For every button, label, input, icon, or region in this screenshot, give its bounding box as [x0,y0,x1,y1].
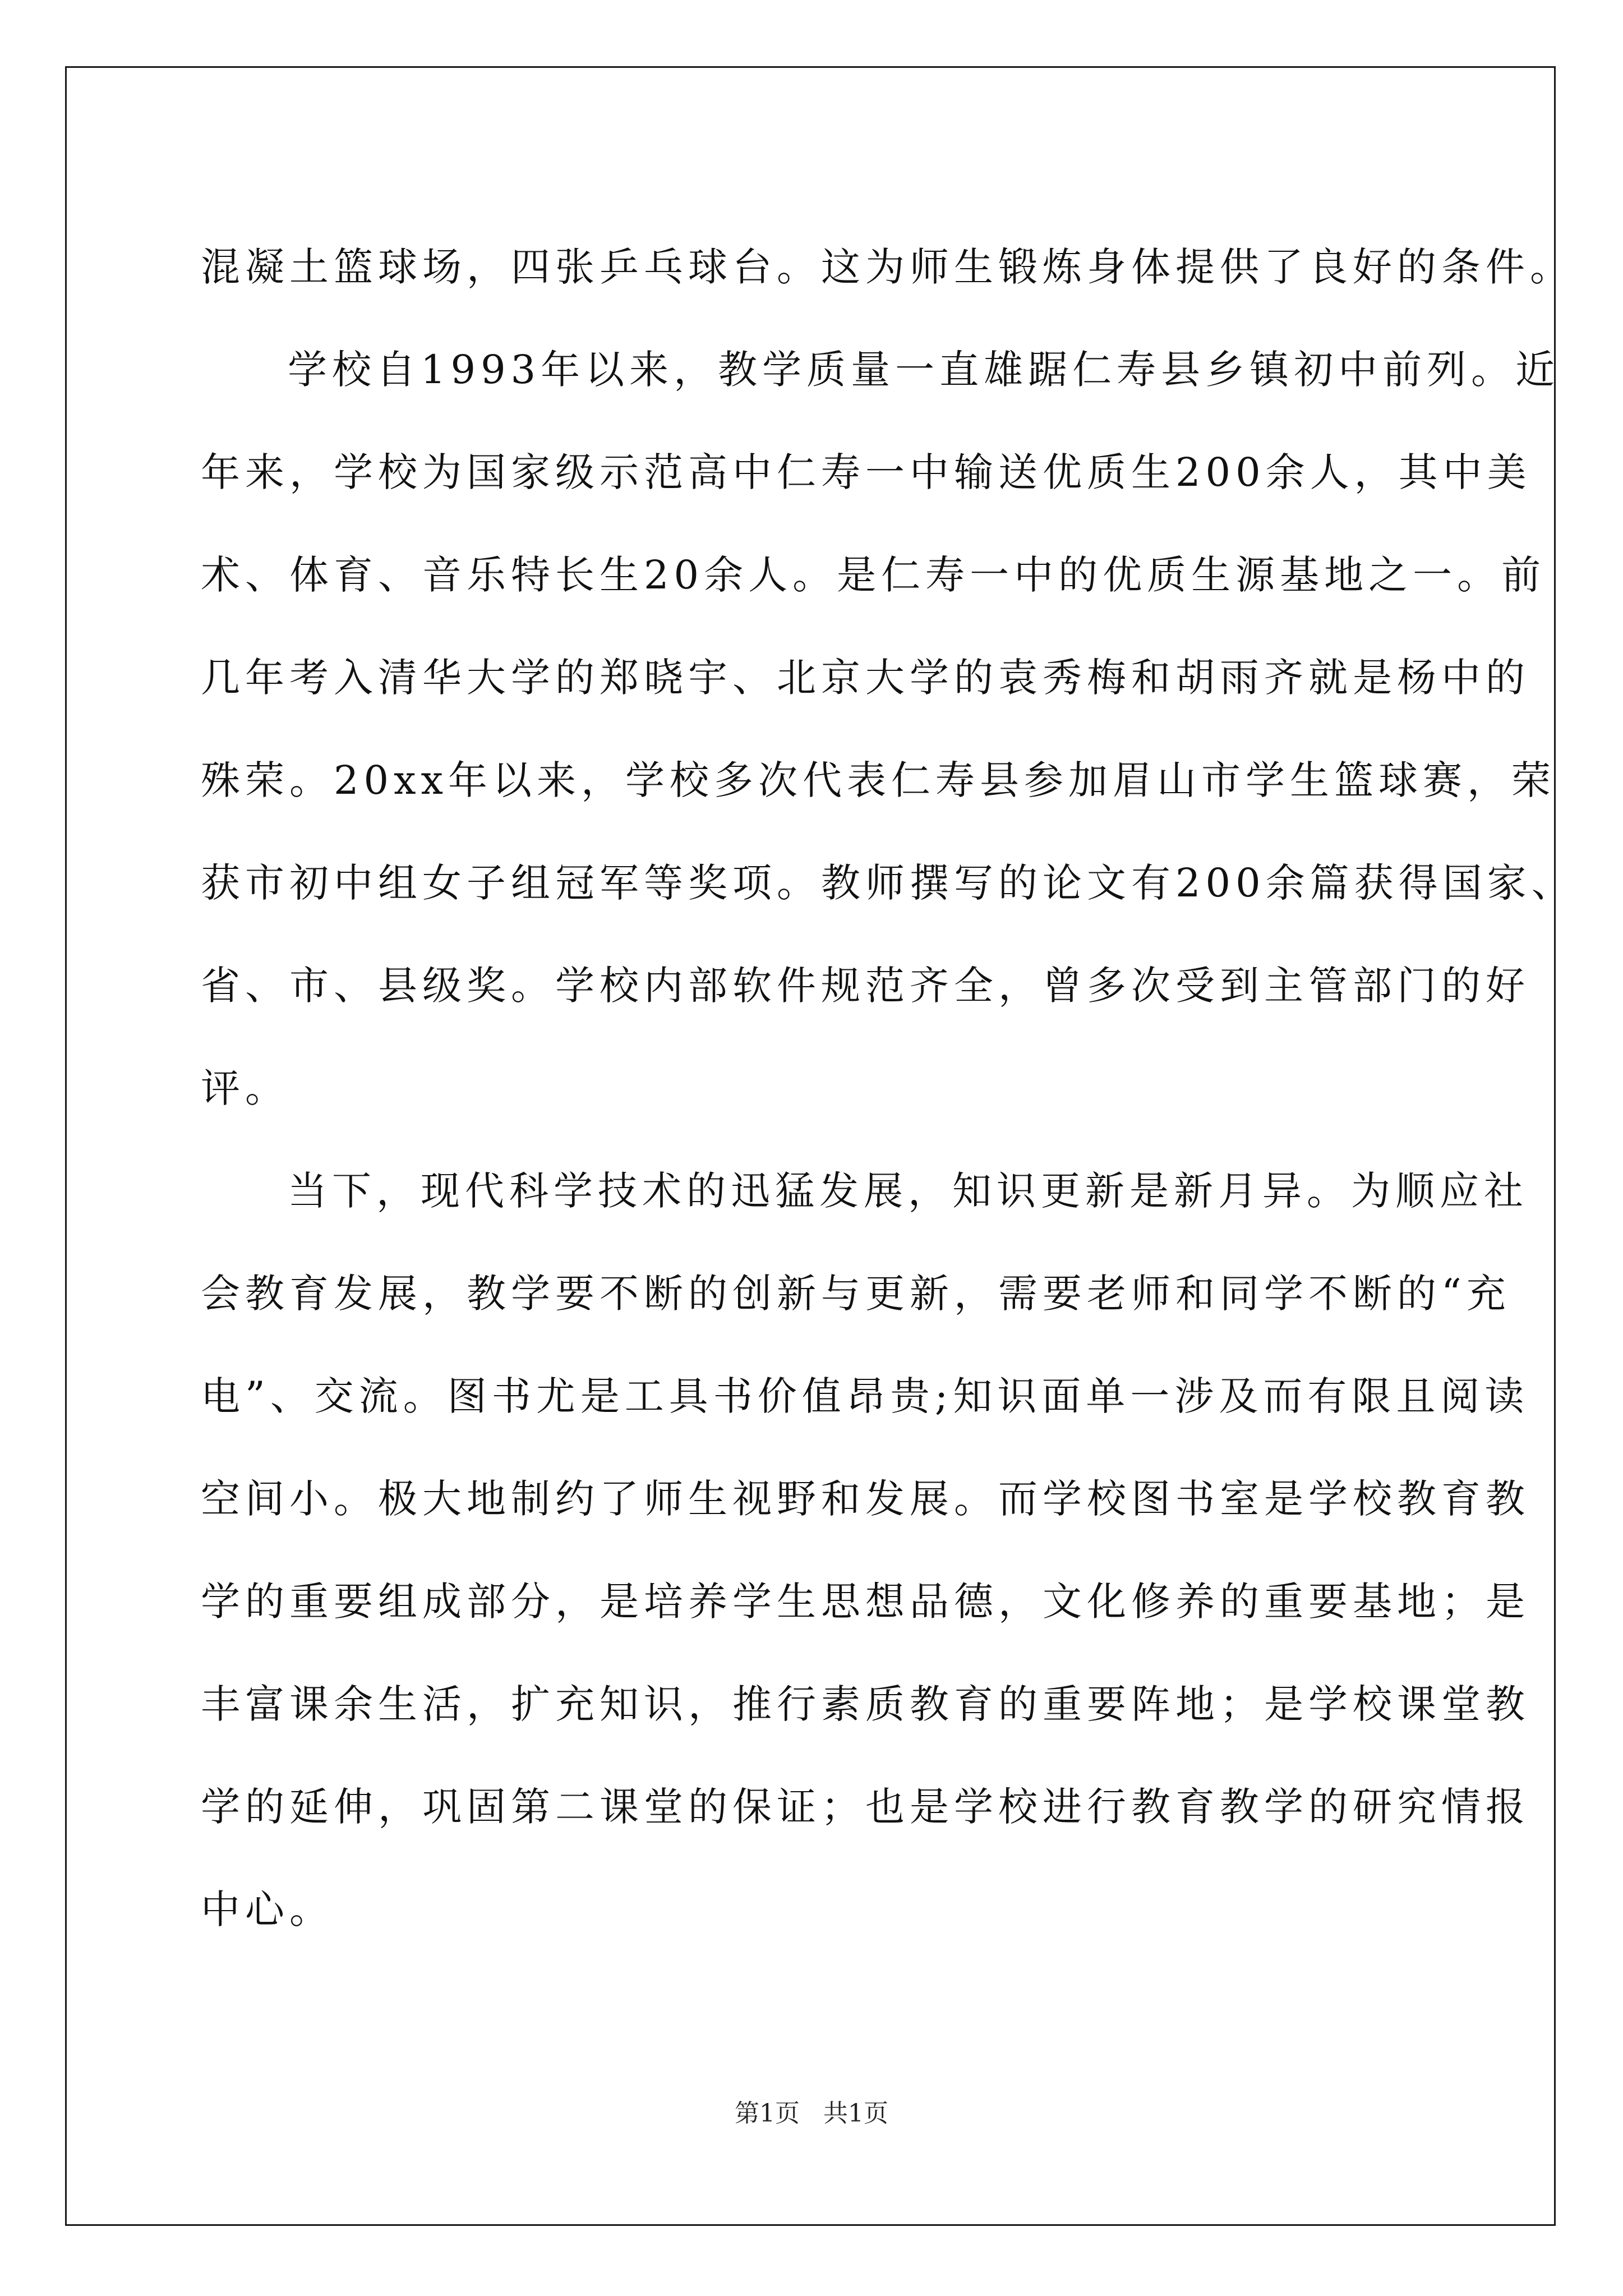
text-line: 省、市、县级奖。学校内部软件规范齐全，曾多次受到主管部门的好 [201,963,1530,1009]
text-line: 学的重要组成部分，是培养学生思想品德，文化修养的重要基地；是 [201,1579,1530,1625]
text-line: 电”、交流。图书尤是工具书价值昂贵;知识面单一涉及而有限且阅读 [201,1373,1529,1419]
text-line: 学的延伸，巩固第二课堂的保证；也是学校进行教育教学的研究情报 [201,1784,1530,1830]
document-body [201,216,1576,1961]
text-line: 混凝土篮球场，四张乒乓球台。这为师生锻炼身体提供了良好的条件。 [201,244,1574,290]
text-line: 会教育发展，教学要不断的创新与更新，需要老师和同学不断的“充 [201,1271,1511,1317]
text-line: 中心。 [201,1887,334,1932]
text-line: 空间小。极大地制约了师生视野和发展。而学校图书室是学校教育教 [201,1476,1530,1522]
text-line: 术、体育、音乐特长生20余人。是仁寿一中的优质生源基地之一。前 [201,552,1546,598]
text-line: 殊荣。20xx年以来，学校多次代表仁寿县参加眉山市学生篮球赛，荣 [201,757,1556,803]
text-line: 几年考入清华大学的郑晓宇、北京大学的袁秀梅和胡雨齐就是杨中的 [201,655,1530,701]
page-number-footer: 第1页 共1页 [735,2099,888,2128]
text-line: 当下，现代科学技术的迅猛发展，知识更新是新月异。为顺应社 [288,1168,1528,1214]
text-line: 学校自1993年以来，教学质量一直雄踞仁寿县乡镇初中前列。近 [288,347,1560,393]
text-line: 丰富课余生活，扩充知识，推行素质教育的重要阵地；是学校课堂教 [201,1681,1530,1727]
text-line: 年来，学校为国家级示范高中仁寿一中输送优质生200余人，其中美 [201,449,1532,495]
text-line: 评。 [201,1065,289,1111]
text-line: 获市初中组女子组冠军等奖项。教师撰写的论文有200余篇获得国家、 [201,860,1576,906]
